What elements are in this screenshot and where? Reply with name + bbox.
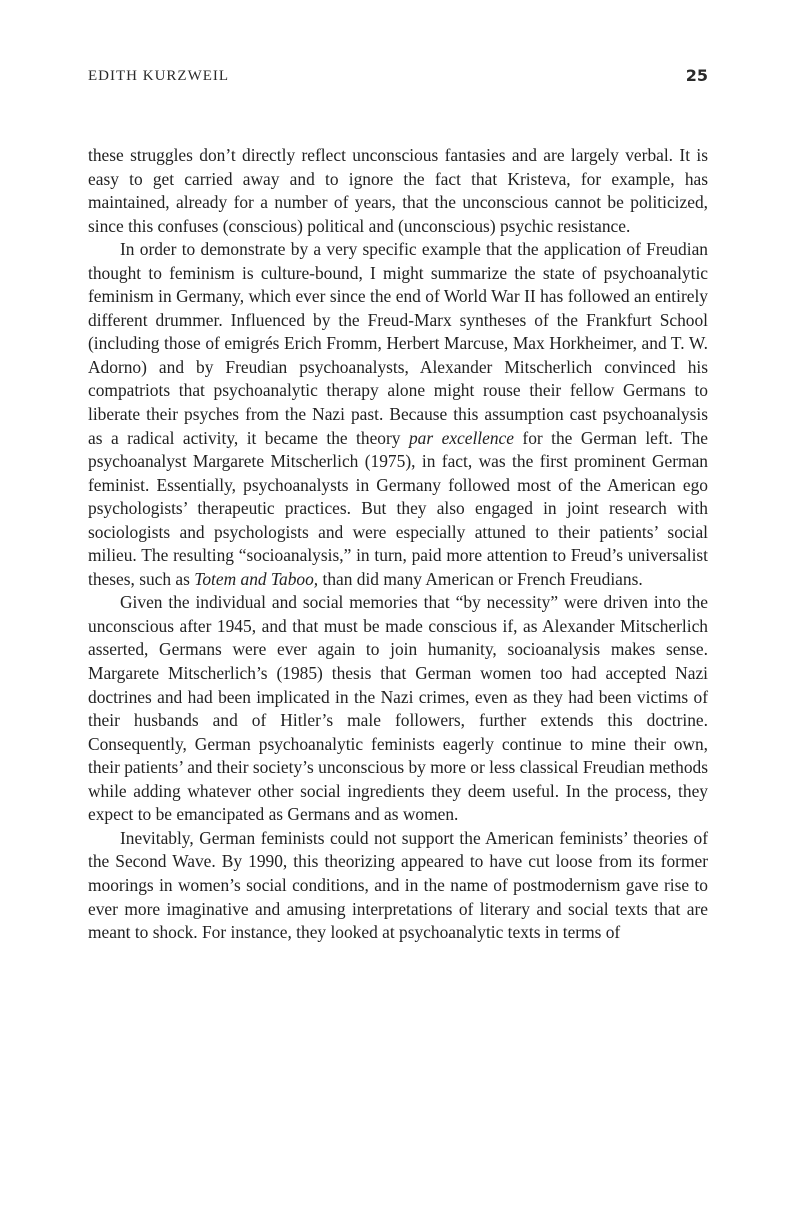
paragraph-text: for the German left. The psychoanalyst Margarete Mitscherlich (1975), in fact, was the first prominent German feminist. Essentially, psychoanalysts in Germany followed most of the American ego psychologists’ therapeutic practices. But they also engaged in joint research with sociologists and psychologists and were especially attuned to their patients’ social milieu. The resulting “socioanalysis,” in turn, paid more attention to Freud’s universalist theses, such as <box>88 427 709 589</box>
paragraph-text: than did many American or French Freudians. <box>318 568 643 589</box>
running-head <box>88 68 708 92</box>
running-head-author: EDITH KURZWEIL <box>88 68 230 84</box>
italic-text: par excellence <box>408 427 514 448</box>
paragraph <box>88 827 708 945</box>
paragraph <box>88 591 708 826</box>
paragraph-text: In order to demonstrate by a very specific example that the application of Freudian thought to feminism is culture-bound, I might summarize the state of psychoanalytic feminism in Germany, which ever since the end of World War II has followed an entirely different drummer. Influenced by the Freud-Marx syntheses of the Frankfurt School (including those of emigrés Erich Fromm, Herbert Marcuse, Max Horkheimer, and T. W. Adorno) and by Freudian psychoanalysts, Alexander Mitscherlich convinced his compatriots that psychoanalytic therapy alone might rouse their fellow Germans to liberate their psyches from the Nazi past. Because this assumption cast psychoanalysis as a radical activity, it became the theory <box>88 239 708 448</box>
paragraph-text: Given the individual and social memories that “by necessity” were driven into the unconscious after 1945, and that must be made conscious if, as Alexander Mitscherlich asserted, Germans were ever again to join humanity, socioanalysis makes sense. Margarete Mitscherlich’s (1985) thesis that German women too had accepted Nazi doctrines and had been implicated in the Nazi crimes, even as they had been victims of their husbands and of Hitler’s male followers, further extends this doctrine. Consequently, German psychoanalytic feminists eagerly continue to mine their own, their patients’ and their society’s unconscious by more or less classical Freudian methods while adding whatever other social ingredients they deem useful. In the process, they expect to be emancipated as Germans and as women. <box>88 592 708 825</box>
body-text <box>88 144 708 945</box>
paragraph <box>88 144 708 238</box>
paragraph-text: these struggles don’t directly reflect unconscious fantasies and are largely verbal. It is easy to get carried away and to ignore the fact that Kristeva, for example, has maintained, already for a number of years, that the unconscious cannot be politicized, since this confuses (conscious) political and (unconscious) psychic resistance. <box>88 145 708 236</box>
paragraph-text: Inevitably, German feminists could not support the American feminists’ theories of the Second Wave. By 1990, this theorizing appeared to have cut loose from its former moorings in women’s social conditions, and in the name of postmodernism gave rise to ever more imaginative and amusing interpretations of literary and social texts that are meant to shock. For instance, they looked at psychoanalytic texts in terms of <box>88 827 708 943</box>
italic-text: Totem and Taboo, <box>194 568 319 589</box>
page-number: 25 <box>685 66 708 85</box>
paragraph <box>88 238 708 591</box>
